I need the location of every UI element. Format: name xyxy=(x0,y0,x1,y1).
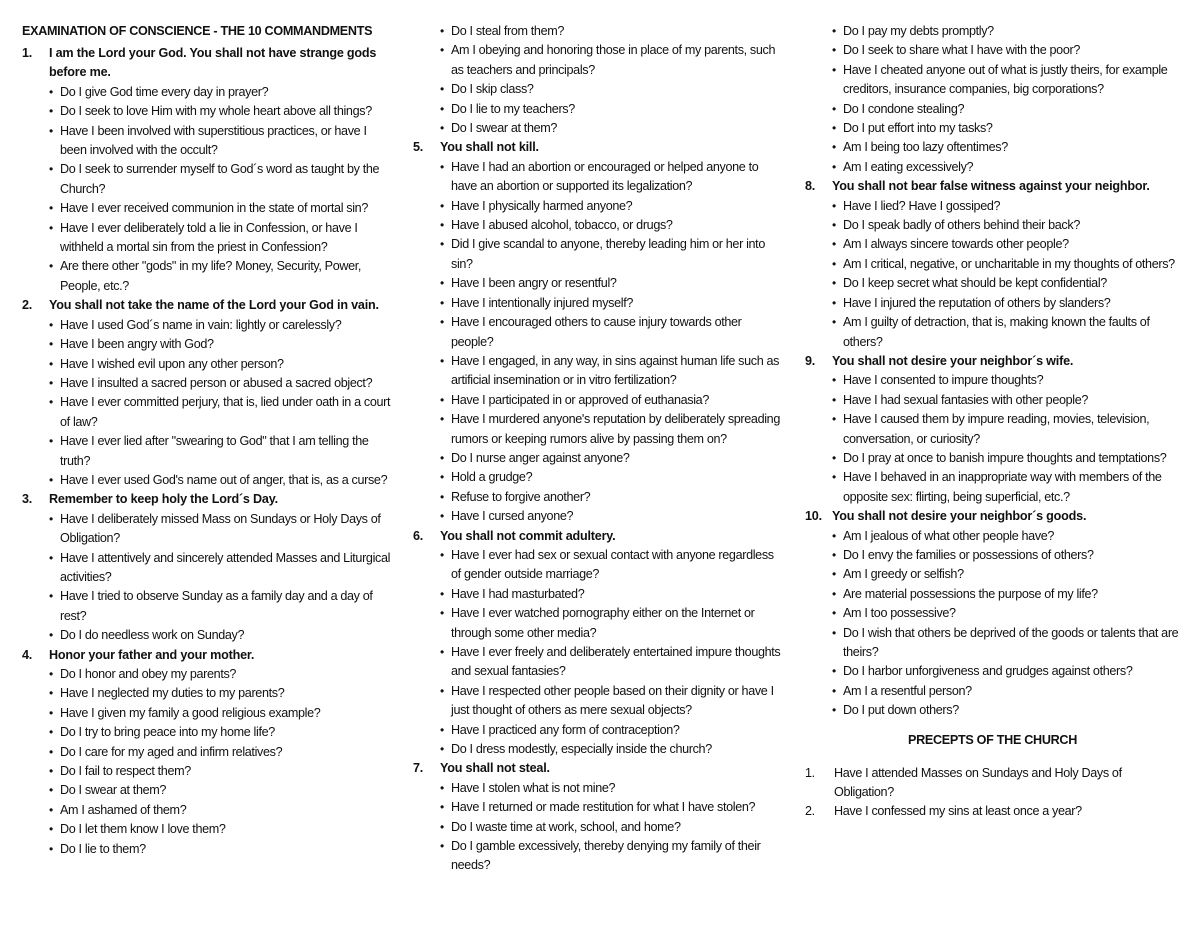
question-item: • Have I abused alcohol, tobacco, or drugs? xyxy=(440,216,785,235)
bullet-icon: • xyxy=(49,802,53,817)
question-list-continued xyxy=(413,22,785,138)
bullet-icon: • xyxy=(49,201,53,216)
bullet-icon: • xyxy=(832,373,836,388)
bullet-icon: • xyxy=(832,237,836,252)
question-item: • Do I let them know I love them? xyxy=(49,820,394,839)
precept-text: Have I confessed my sins at least once a year? xyxy=(834,804,1082,819)
bullet-icon: • xyxy=(49,744,53,759)
question-item: • Have I attentively and sincerely attended Masses and Liturgical activities? xyxy=(49,550,391,584)
bullet-icon: • xyxy=(832,567,836,582)
question-item: • Have I tried to observe Sunday as a family day and a day of rest? xyxy=(49,589,373,623)
commandment-text: Honor your father and your mother. xyxy=(49,647,255,662)
question-item: • Am I obeying and honoring those in place of my parents, such as teachers and principals? xyxy=(440,43,776,77)
question-item: • Do I skip class? xyxy=(440,80,785,99)
question-item: • Am I guilty of detraction, that is, making known the faults of others? xyxy=(832,315,1150,349)
question-item: • Have I ever watched pornography either on the Internet or through some other media? xyxy=(440,606,755,640)
question-item: • Am I greedy or selfish? xyxy=(832,565,1180,584)
precepts-title: PRECEPTS OF THE CHURCH xyxy=(907,732,1078,747)
precepts-list xyxy=(805,764,1180,822)
bullet-icon: • xyxy=(440,121,444,136)
commandment-4 xyxy=(22,646,394,859)
question-item: • Do I waste time at work, school, and home? xyxy=(440,818,785,837)
question-list xyxy=(413,779,785,876)
commandment-text: You shall not desire your neighbor´s goods. xyxy=(832,509,1087,524)
question-item: • Do I pay my debts promptly? xyxy=(832,22,1180,41)
commandment-heading xyxy=(413,138,785,157)
precept-number: 2. xyxy=(805,804,815,819)
precept-item xyxy=(805,764,1180,803)
bullet-icon: • xyxy=(832,43,836,58)
question-item: • Have I practiced any form of contraception? xyxy=(440,721,785,740)
bullet-icon: • xyxy=(440,722,444,737)
question-item: • Have I encouraged others to cause injury towards other people? xyxy=(440,315,742,349)
bullet-icon: • xyxy=(49,725,53,740)
bullet-icon: • xyxy=(49,783,53,798)
bullet-icon: • xyxy=(832,470,836,485)
question-item: • Have I ever received communion in the state of mortal sin? xyxy=(49,199,394,218)
commandment-9 xyxy=(805,352,1180,507)
question-list xyxy=(805,527,1180,721)
question-item: • Am I too possessive? xyxy=(832,604,1180,623)
bullet-icon: • xyxy=(440,819,444,834)
bullet-icon: • xyxy=(440,101,444,116)
bullet-icon: • xyxy=(49,259,53,274)
bullet-icon: • xyxy=(440,742,444,757)
question-item: • Am I jealous of what other people have? xyxy=(832,527,1180,546)
question-item: • Have I ever lied after "swearing to God" that I am telling the truth? xyxy=(49,434,369,468)
question-item: • Have I neglected my duties to my parents? xyxy=(49,684,394,703)
commandment-text: You shall not kill. xyxy=(440,140,539,155)
question-list xyxy=(413,546,785,759)
bullet-icon: • xyxy=(832,159,836,174)
question-item: • Do I put down others? xyxy=(832,701,1180,720)
question-item: • Do I do needless work on Sunday? xyxy=(49,626,394,645)
commandment-3 xyxy=(22,490,394,645)
bullet-icon: • xyxy=(49,667,53,681)
question-list xyxy=(805,197,1180,352)
bullet-icon: • xyxy=(832,664,836,679)
precept-number: 1. xyxy=(805,765,815,780)
question-item: • Do I honor and obey my parents? xyxy=(49,665,394,684)
question-list xyxy=(22,83,394,296)
question-list xyxy=(22,510,394,646)
commandment-text: Remember to keep holy the Lord´s Day. xyxy=(49,492,278,507)
commandment-text: You shall not desire your neighbor´s wife. xyxy=(832,353,1074,368)
bullet-icon: • xyxy=(49,822,53,837)
question-item: • Do I swear at them? xyxy=(440,119,785,138)
bullet-icon: • xyxy=(440,586,444,601)
question-item: • Do I seek to love Him with my whole heart above all things? xyxy=(49,102,394,121)
bullet-icon: • xyxy=(49,104,53,119)
commandment-heading xyxy=(22,490,394,509)
commandment-heading xyxy=(413,527,785,546)
bullet-icon: • xyxy=(49,764,53,779)
question-item: • Do I pray at once to banish impure thoughts and temptations? xyxy=(832,449,1180,468)
commandment-number: 3. xyxy=(22,492,33,507)
question-item: • Do I seek to surrender myself to God´s word as taught by the Church? xyxy=(49,162,380,196)
bullet-icon: • xyxy=(49,337,53,352)
bullet-icon: • xyxy=(832,101,836,116)
commandment-number: 9. xyxy=(805,353,816,368)
bullet-icon: • xyxy=(832,218,836,233)
bullet-icon: • xyxy=(440,276,444,291)
question-item: • Do I keep secret what should be kept confidential? xyxy=(832,274,1180,293)
commandment-heading xyxy=(22,296,394,315)
question-item: • Do I lie to them? xyxy=(49,840,394,859)
commandment-number: 2. xyxy=(22,298,33,313)
question-item: • Have I wished evil upon any other person? xyxy=(49,355,394,374)
question-item: • Do I care for my aged and infirm relatives? xyxy=(49,743,394,762)
question-item: • Have I murdered anyone's reputation by deliberately spreading rumors or keeping rumors alive by passing them on? xyxy=(440,412,780,446)
question-item: • Have I lied? Have I gossiped? xyxy=(832,197,1180,216)
bullet-icon: • xyxy=(49,84,53,99)
question-item: • Do I seek to share what I have with the poor? xyxy=(832,41,1180,60)
commandment-heading xyxy=(805,507,1180,526)
bullet-icon: • xyxy=(832,450,836,465)
question-item: • Have I ever had sex or sexual contact with anyone regardless of gender outside marriage? xyxy=(440,547,774,582)
question-item: • Hold a grudge? xyxy=(440,468,785,487)
bullet-icon: • xyxy=(440,683,444,698)
bullet-icon: • xyxy=(440,645,444,659)
bullet-icon: • xyxy=(440,450,444,465)
question-item: • Have I insulted a sacred person or abused a sacred object? xyxy=(49,374,394,393)
question-item: • Have I behaved in an inappropriate way with members of the opposite sex: flirting, being superficial, etc.? xyxy=(832,470,1162,504)
question-item: • Have I been angry or resentful? xyxy=(440,274,785,293)
commandment-heading xyxy=(805,352,1180,371)
bullet-icon: • xyxy=(440,412,444,427)
question-item: • Have I physically harmed anyone? xyxy=(440,197,785,216)
precept-text: Have I attended Masses on Sundays and Holy Days of Obligation? xyxy=(834,765,1122,800)
question-item: • Have I had an abortion or encouraged or helped anyone to have an abortion or supported its legalization? xyxy=(440,159,759,194)
question-item: • Have I caused them by impure reading, movies, television, conversation, or curiosity? xyxy=(832,412,1150,446)
column-2 xyxy=(413,22,785,876)
bullet-icon: • xyxy=(832,392,836,407)
bullet-icon: • xyxy=(49,434,53,449)
question-item: • Are material possessions the purpose of my life? xyxy=(832,585,1180,604)
question-item: • Are there other "gods" in my life? Money, Security, Power, People, etc.? xyxy=(49,259,362,293)
bullet-icon: • xyxy=(440,198,444,213)
bullet-icon: • xyxy=(49,356,53,371)
bullet-icon: • xyxy=(440,392,444,407)
question-item: • Have I ever used God's name out of anger, that is, as a curse? xyxy=(49,471,394,490)
question-list xyxy=(22,665,394,859)
bullet-icon: • xyxy=(832,295,836,310)
commandment-text: I am the Lord your God. You shall not have strange gods before me. xyxy=(49,46,377,80)
question-list xyxy=(22,316,394,491)
question-item: • Do I dress modestly, especially inside the church? xyxy=(440,740,785,759)
bullet-icon: • xyxy=(832,528,836,543)
question-item: • Have I had sexual fantasies with other people? xyxy=(832,391,1180,410)
bullet-icon: • xyxy=(440,43,444,58)
bullet-icon: • xyxy=(440,489,444,504)
question-item: • Do I gamble excessively, thereby denying my family of their needs? xyxy=(440,839,761,873)
commandment-2 xyxy=(22,296,394,490)
question-item: • Have I returned or made restitution for what I have stolen? xyxy=(440,798,785,817)
bullet-icon: • xyxy=(832,62,836,77)
document-title: EXAMINATION OF CONSCIENCE - THE 10 COMMANDMENTS xyxy=(22,24,373,38)
bullet-icon: • xyxy=(832,586,836,601)
commandment-number: 7. xyxy=(413,761,424,776)
question-item: • Have I participated in or approved of euthanasia? xyxy=(440,391,785,410)
bullet-icon: • xyxy=(440,82,444,97)
bullet-icon: • xyxy=(49,628,53,643)
bullet-icon: • xyxy=(49,375,53,390)
question-item: • Have I given my family a good religious example? xyxy=(49,704,394,723)
question-item: • Am I critical, negative, or uncharitable in my thoughts of others? xyxy=(832,255,1180,274)
question-item: • Am I being too lazy oftentimes? xyxy=(832,138,1180,157)
commandment-number: 5. xyxy=(413,140,424,155)
question-item: • Am I ashamed of them? xyxy=(49,801,394,820)
bullet-icon: • xyxy=(440,218,444,233)
question-item: • Do I swear at them? xyxy=(49,781,394,800)
bullet-icon: • xyxy=(49,841,53,856)
column-1 xyxy=(22,22,394,859)
bullet-icon: • xyxy=(832,703,836,718)
question-item: • Do I speak badly of others behind their back? xyxy=(832,216,1180,235)
bullet-icon: • xyxy=(832,412,836,427)
bullet-icon: • xyxy=(49,220,53,235)
question-item: • Have I been involved with superstitious practices, or have I been involved with the occult? xyxy=(49,123,367,158)
question-item: • Refuse to forgive another? xyxy=(440,488,785,507)
question-item: • Do I try to bring peace into my home life? xyxy=(49,723,394,742)
commandment-heading xyxy=(413,759,785,778)
commandment-text: You shall not bear false witness against your neighbor. xyxy=(832,179,1150,194)
commandment-number: 4. xyxy=(22,647,33,662)
bullet-icon: • xyxy=(49,472,53,487)
bullet-icon: • xyxy=(49,395,53,410)
bullet-icon: • xyxy=(440,353,444,368)
commandment-number: 6. xyxy=(413,528,424,543)
bullet-icon: • xyxy=(440,24,444,38)
bullet-icon: • xyxy=(832,24,836,38)
question-item: • Am I a resentful person? xyxy=(832,682,1180,701)
question-item: • Have I ever freely and deliberately entertained impure thoughts and sexual fantasies? xyxy=(440,645,781,679)
bullet-icon: • xyxy=(832,683,836,698)
bullet-icon: • xyxy=(832,315,836,330)
bullet-icon: • xyxy=(49,686,53,701)
question-item: • Have I deliberately missed Mass on Sundays or Holy Days of Obligation? xyxy=(49,511,381,546)
question-list xyxy=(413,158,785,527)
commandment-1 xyxy=(22,44,394,296)
bullet-icon: • xyxy=(832,625,836,640)
commandment-number: 10. xyxy=(805,509,822,524)
commandment-heading xyxy=(22,646,394,665)
bullet-icon: • xyxy=(49,123,53,138)
bullet-icon: • xyxy=(440,509,444,524)
bullet-icon: • xyxy=(832,198,836,213)
bullet-icon: • xyxy=(440,606,444,621)
precept-item xyxy=(805,802,1180,821)
question-item: • Have I cursed anyone? xyxy=(440,507,785,526)
question-item: • Do I envy the families or possessions of others? xyxy=(832,546,1180,565)
commandment-8 xyxy=(805,177,1180,352)
bullet-icon: • xyxy=(440,470,444,485)
bullet-icon: • xyxy=(832,606,836,621)
question-item: • Do I fail to respect them? xyxy=(49,762,394,781)
commandment-7 xyxy=(413,759,785,875)
question-list-continued xyxy=(805,22,1180,177)
bullet-icon: • xyxy=(440,547,444,562)
question-item: • Do I nurse anger against anyone? xyxy=(440,449,785,468)
question-item: • Did I give scandal to anyone, thereby leading him or her into sin? xyxy=(440,237,765,271)
question-item: • Do I give God time every day in prayer? xyxy=(49,83,394,102)
commandment-text: You shall not commit adultery. xyxy=(440,528,616,543)
question-item: • Have I cheated anyone out of what is justly theirs, for example creditors, insurance companies, big corporations? xyxy=(832,62,1168,97)
bullet-icon: • xyxy=(49,550,53,565)
bullet-icon: • xyxy=(832,256,836,271)
bullet-icon: • xyxy=(832,276,836,291)
question-item: • Am I eating excessively? xyxy=(832,158,1180,177)
commandment-5 xyxy=(413,138,785,526)
column-3 xyxy=(805,22,1180,822)
question-item: • Have I stolen what is not mine? xyxy=(440,779,785,798)
question-item: • Have I had masturbated? xyxy=(440,585,785,604)
question-list xyxy=(805,371,1180,507)
bullet-icon: • xyxy=(49,162,53,177)
bullet-icon: • xyxy=(832,121,836,136)
question-item: • Have I ever committed perjury, that is, lied under oath in a court of law? xyxy=(49,395,391,429)
question-item: • Do I harbor unforgiveness and grudges against others? xyxy=(832,662,1180,681)
bullet-icon: • xyxy=(49,511,53,526)
bullet-icon: • xyxy=(832,140,836,155)
question-item: • Have I injured the reputation of others by slanders? xyxy=(832,294,1180,313)
question-item: • Do I wish that others be deprived of the goods or talents that are theirs? xyxy=(832,625,1179,659)
bullet-icon: • xyxy=(49,705,53,720)
bullet-icon: • xyxy=(440,237,444,252)
commandment-6 xyxy=(413,527,785,760)
bullet-icon: • xyxy=(440,159,444,174)
bullet-icon: • xyxy=(832,547,836,562)
question-item: • Do I put effort into my tasks? xyxy=(832,119,1180,138)
bullet-icon: • xyxy=(440,780,444,795)
question-item: • Have I respected other people based on their dignity or have I just thought of others as mere sexual objects? xyxy=(440,683,774,718)
question-item: • Have I used God´s name in vain: lightly or carelessly? xyxy=(49,316,394,335)
question-item: • Have I been angry with God? xyxy=(49,335,394,354)
bullet-icon: • xyxy=(440,839,444,854)
question-item: • Have I consented to impure thoughts? xyxy=(832,371,1180,390)
commandment-heading xyxy=(805,177,1180,196)
question-item: • Do I lie to my teachers? xyxy=(440,100,785,119)
question-item: • Am I always sincere towards other people? xyxy=(832,235,1180,254)
bullet-icon: • xyxy=(49,589,53,604)
bullet-icon: • xyxy=(440,800,444,815)
commandment-10 xyxy=(805,507,1180,720)
bullet-icon: • xyxy=(49,317,53,332)
question-item: • Have I ever deliberately told a lie in Confession, or have I withheld a mortal sin from the priest in Confession? xyxy=(49,220,358,255)
commandment-text: You shall not take the name of the Lord your God in vain. xyxy=(49,298,379,313)
question-item: • Have I intentionally injured myself? xyxy=(440,294,785,313)
commandment-number: 8. xyxy=(805,179,816,194)
bullet-icon: • xyxy=(440,315,444,330)
question-item: • Do I condone stealing? xyxy=(832,100,1180,119)
commandment-number: 1. xyxy=(22,46,33,60)
commandment-heading xyxy=(22,44,394,83)
question-item: • Do I steal from them? xyxy=(440,22,785,41)
commandment-text: You shall not steal. xyxy=(440,761,550,776)
question-item: • Have I engaged, in any way, in sins against human life such as artificial insemination or in vitro fertilization? xyxy=(440,353,780,388)
bullet-icon: • xyxy=(440,295,444,310)
